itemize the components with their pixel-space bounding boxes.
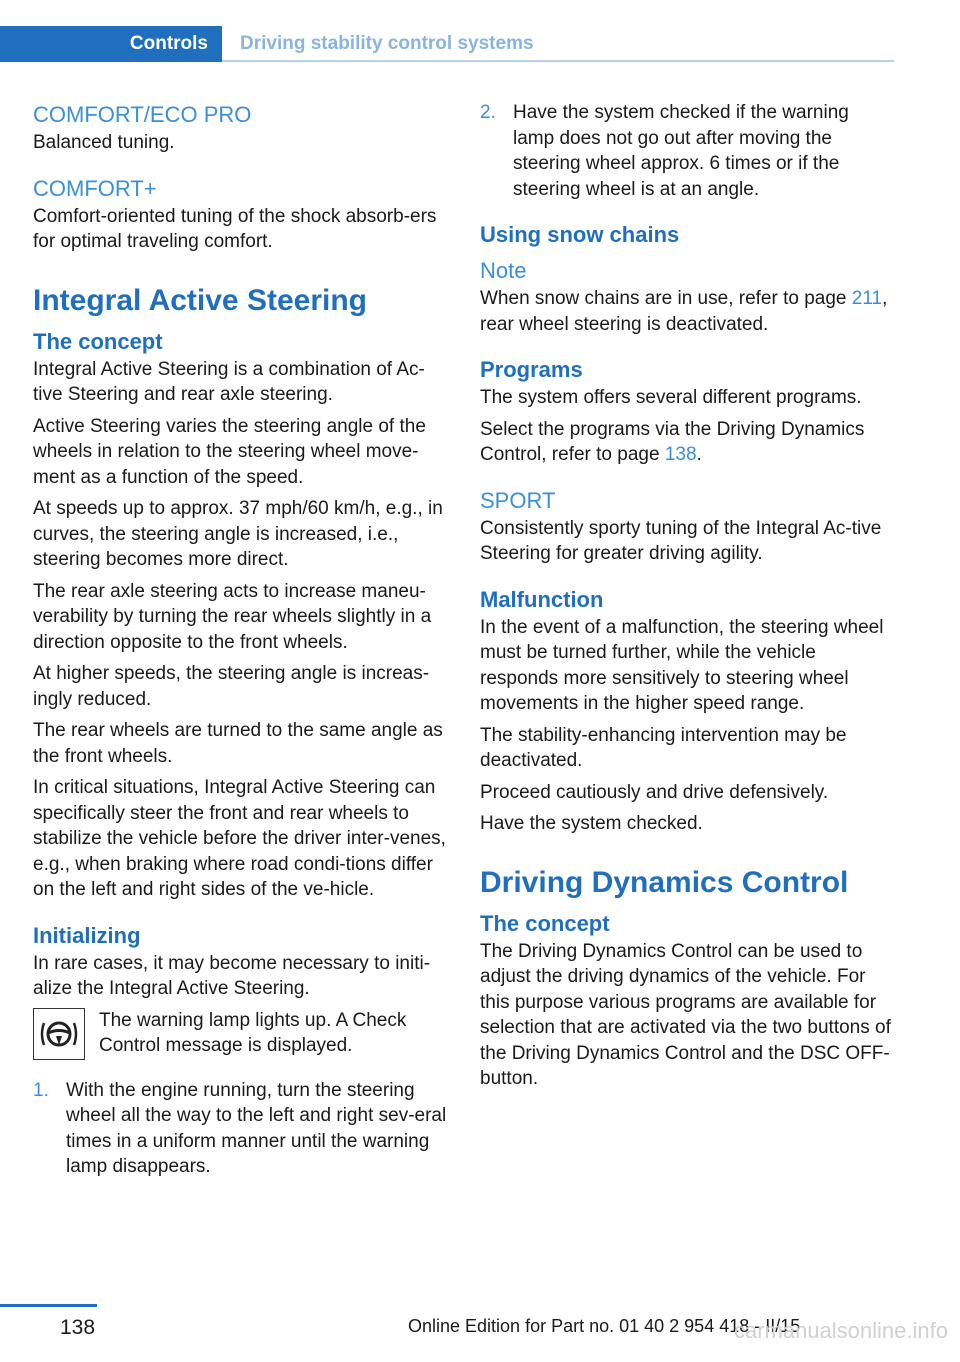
- page-header: [0, 0, 960, 64]
- warning-lamp-text: The warning lamp lights up. A Check Control message is displayed.: [99, 1009, 407, 1056]
- comfort-plus-heading: COMFORT+: [33, 175, 157, 201]
- programs-text: The system offers several different programs.: [480, 387, 862, 408]
- header-section-title: Driving stability control systems: [240, 33, 534, 54]
- init-steps: [33, 1078, 447, 1180]
- concept-paragraph: The rear wheels are turned to the same angle as the front wheels.: [33, 720, 443, 767]
- watermark: carmanualsonline.info: [733, 1318, 948, 1343]
- edition-note: Online Edition for Part no. 01 40 2 954 418 - II/15: [408, 1316, 801, 1336]
- page-number: 138: [60, 1316, 96, 1339]
- step-text: Have the system checked if the warning lamp does not go out after moving the steering wheel approx. 6 times or if the steering wheel is at an angle.: [513, 102, 849, 200]
- initializing-text: In rare cases, it may become necessary to initi-alize the Integral Active Steering.: [33, 952, 431, 999]
- snow-chains-heading: Using snow chains: [480, 222, 680, 247]
- note-heading: Note: [480, 258, 527, 283]
- header-chapter-tab: Controls: [0, 26, 222, 62]
- step-item: [480, 100, 894, 202]
- concept-paragraph: In critical situations, Integral Active Steering can specifically steer the front and rear wheels to stabilize the vehicle before the driver inter-venes, e.g., when braking where road condi-tions differ on the left and right sides of the ve-hicle.: [33, 777, 446, 900]
- malfunction-text: Have the system checked.: [480, 813, 703, 834]
- note-text: When snow chains are in use, refer to page 211, rear wheel steering is deactivated.: [480, 288, 888, 335]
- programs-text: Select the programs via the Driving Dynamics Control, refer to page 138.: [480, 418, 865, 465]
- steering-warning-icon: [33, 1008, 85, 1060]
- concept-paragraph: At higher speeds, the steering angle is increas-ingly reduced.: [33, 663, 430, 710]
- comfort-eco-text: Balanced tuning.: [33, 132, 175, 153]
- concept-paragraph: Active Steering varies the steering angle of the wheels in relation to the steering wheel move-ment as a function of the speed.: [33, 415, 426, 488]
- step-item: [33, 1078, 447, 1180]
- comfort-eco-heading: COMFORT/ECO PRO: [33, 102, 252, 127]
- comfort-plus-text: Comfort-oriented tuning of the shock absorb-ers for optimal traveling comfort.: [33, 205, 437, 252]
- concept-paragraph: At speeds up to approx. 37 mph/60 km/h, e.g., in curves, the steering angle is increased, i.e., steering becomes more direct.: [33, 498, 443, 570]
- concept-heading: The concept: [33, 328, 163, 354]
- header-rule: [222, 60, 894, 62]
- malfunction-text: Proceed cautiously and drive defensively.: [480, 781, 829, 803]
- ias-title: Integral Active Steering: [33, 283, 367, 317]
- sport-text: Consistently sporty tuning of the Integral Ac-tive Steering for greater driving agility.: [480, 517, 882, 564]
- warning-lamp-row: [33, 1008, 447, 1060]
- page-link-138[interactable]: 138: [664, 444, 697, 465]
- step-text: With the engine running, turn the steering wheel all the way to the left and right sev-eral times in a uniform manner until the warning lamp disappears.: [66, 1079, 447, 1177]
- ddc-concept-heading: The concept: [480, 910, 610, 936]
- step-number: 1.: [33, 1079, 49, 1101]
- step-number: 2.: [480, 102, 496, 123]
- ddc-concept-text: The Driving Dynamics Control can be used to adjust the driving dynamics of the vehicle. For this purpose various programs are available for selection that are activated via the two buttons of the Driving Dynamics Control and the DSC OFF-button.: [480, 940, 891, 1089]
- programs-heading: Programs: [480, 357, 583, 382]
- init-steps-continued: [480, 100, 894, 202]
- concept-paragraph: The rear axle steering acts to increase maneu-verability by turning the rear wheels slightly in a direction opposite to the front wheels.: [33, 580, 432, 653]
- sport-heading: SPORT: [480, 487, 556, 513]
- page-link-211[interactable]: 211: [851, 288, 883, 309]
- initializing-heading: Initializing: [33, 922, 141, 948]
- ddc-title: Driving Dynamics Control: [480, 865, 849, 899]
- malfunction-heading: Malfunction: [480, 586, 604, 612]
- right-column: [480, 100, 894, 1092]
- malfunction-text: In the event of a malfunction, the steering wheel must be turned further, while the vehicle responds more sensitively to steering wheel movements in the higher speed range.: [480, 616, 884, 714]
- malfunction-text: The stability-enhancing intervention may be deactivated.: [480, 724, 847, 771]
- left-column: [33, 100, 447, 1180]
- concept-paragraph: Integral Active Steering is a combination of Ac-tive Steering and rear axle steering.: [33, 358, 425, 405]
- footer-rule: [0, 1304, 97, 1307]
